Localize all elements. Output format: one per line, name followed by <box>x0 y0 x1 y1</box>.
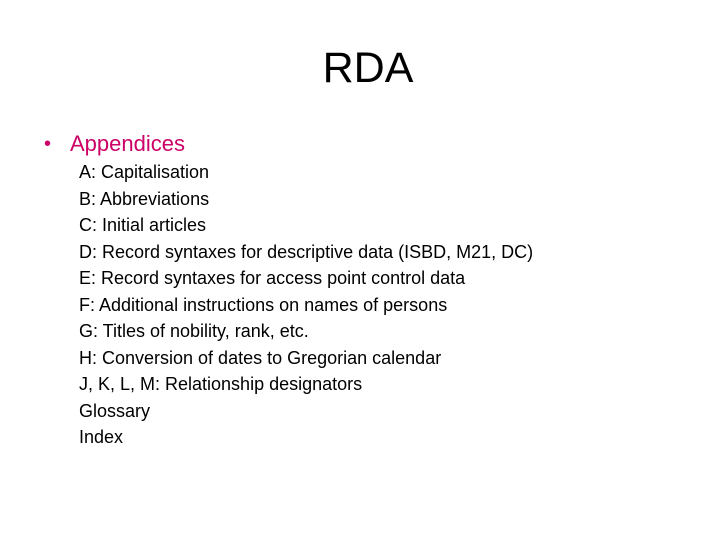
bullet-appendices <box>44 131 185 157</box>
list-item: C: Initial articles <box>79 215 207 235</box>
list-item: J, K, L, M: Relationship designators <box>79 374 363 394</box>
list-item: G: Titles of nobility, rank, etc. <box>79 321 309 341</box>
slide-title: RDA <box>322 44 414 92</box>
bullet-icon: • <box>44 133 52 155</box>
list-item: E: Record syntaxes for access point control data <box>79 268 466 288</box>
appendix-list <box>79 159 533 451</box>
list-item: B: Abbreviations <box>79 188 210 209</box>
list-item: D: Record syntaxes for descriptive data (ISBD, M21, DC) <box>79 241 534 262</box>
list-item: A: Capitalisation <box>79 162 210 182</box>
list-item: Glossary <box>79 400 151 421</box>
list-item: Index <box>79 427 124 447</box>
bullet-label: Appendices <box>70 131 185 156</box>
list-item: H: Conversion of dates to Gregorian calendar <box>79 347 442 368</box>
list-item: F: Additional instructions on names of persons <box>79 294 448 315</box>
